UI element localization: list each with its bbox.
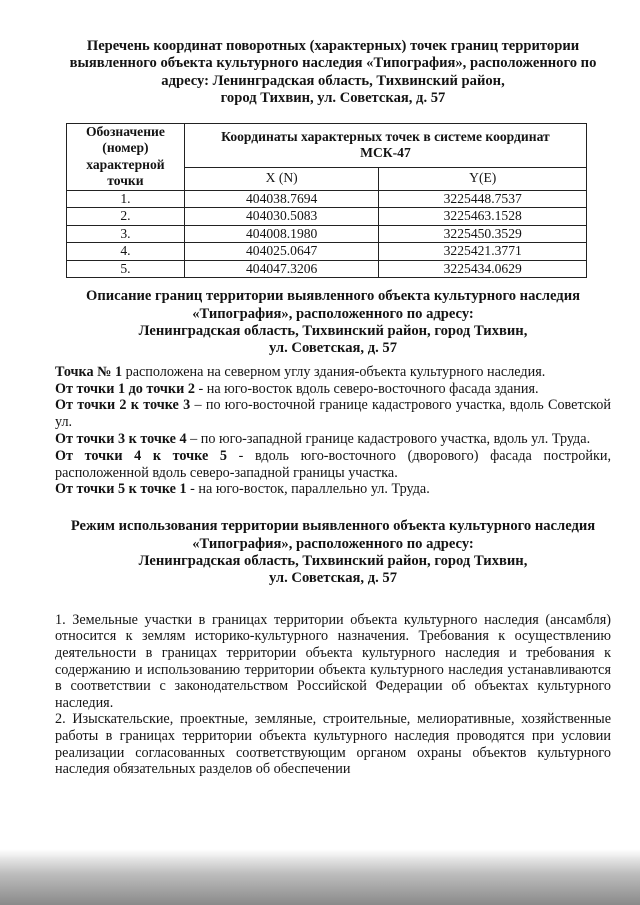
table-row — [67, 225, 587, 243]
header-line: характерной — [86, 156, 165, 172]
table-row — [67, 208, 587, 226]
list-item: 2. Изыскательские, проектные, земляные, строительные, мелиоративные, хозяйственные работы в границах территории объекта культурного наследия проводятся при условии реализации согласованных соответствующим органом охраны объектов культурного наследия обязательных разделов об обеспечении — [55, 711, 611, 778]
x-coordinate-cell: 404038.7694 — [184, 190, 379, 208]
x-coordinate-cell: 404025.0647 — [184, 243, 379, 261]
heading-line: адресу: Ленинградская область, Тихвинский район, — [161, 72, 505, 89]
item-label: От точки 3 к точке 4 — [55, 430, 187, 447]
header-line: точки — [107, 173, 144, 189]
header-line: Координаты характерных точек в системе координат — [221, 128, 550, 144]
header-line: Обозначение — [85, 123, 165, 139]
heading-line: город Тихвин, ул. Советская, д. 57 — [220, 90, 446, 107]
item-label: От точки 1 до точки 2 — [55, 380, 195, 397]
heading-line: Режим использования территории выявленного объекта культурного наследия — [70, 518, 596, 535]
coordinates-heading — [55, 38, 611, 108]
item-text: - на юго-восток вдоль северо-восточного фасада здания. — [194, 380, 539, 397]
y-coordinate-cell: 3225450.3529 — [379, 225, 587, 243]
header-line: МСК-47 — [360, 145, 411, 161]
table-row — [67, 243, 587, 261]
list-item — [55, 381, 611, 398]
x-coordinate-cell: 404008.1980 — [184, 225, 379, 243]
item-label: От точки 2 к точке 3 — [55, 397, 191, 414]
scan-bottom-border — [0, 857, 640, 905]
heading-line: ул. Советская, д. 57 — [268, 570, 398, 587]
y-coordinate-cell: 3225463.1528 — [379, 208, 587, 226]
list-item — [55, 448, 611, 482]
list-item — [55, 481, 611, 498]
item-label: От точки 4 к точке 5 — [55, 447, 228, 464]
heading-line: ул. Советская, д. 57 — [268, 340, 398, 357]
x-coordinate-cell: 404030.5083 — [184, 208, 379, 226]
x-coordinate-cell: 404047.3206 — [184, 260, 379, 278]
usage-regime-heading — [55, 518, 611, 588]
list-item — [55, 397, 611, 431]
heading-line: Ленинградская область, Тихвинский район, город Тихвин, — [138, 552, 528, 569]
point-number-cell: 1. — [67, 190, 185, 208]
point-number-cell: 3. — [67, 225, 185, 243]
heading-line: Описание границ территории выявленного объекта культурного наследия — [85, 288, 580, 305]
list-item — [55, 431, 611, 448]
table-row — [67, 260, 587, 278]
point-number-cell: 5. — [67, 260, 185, 278]
header-line: (номер) — [102, 140, 149, 156]
document-page — [55, 38, 611, 778]
list-item: 1. Земельные участки в границах территории объекта культурного наследия (ансамбля) относится к землям историко-культурного назначения. Требования к осуществлению деятельности в границах территории объекта культурного наследия и требования к содержанию и использованию территории объекта культурного наследия устанавливаются в соответствии с законодательством Российской Федерации об объектах культурного наследия. — [55, 611, 611, 711]
list-item — [55, 364, 611, 381]
table-row — [67, 190, 587, 208]
heading-line: Перечень координат поворотных (характерных) точек границ территории — [86, 38, 580, 54]
x-column-header: X (N) — [184, 167, 379, 190]
coordinates-header — [184, 123, 586, 167]
item-text: – по юго-восточной границе кадастрового участка, вдоль Советской ул. — [55, 397, 611, 431]
item-text: - вдоль юго-восточного (дворового) фасада постройки, расположенной вдоль северо-западной границы участка. — [55, 447, 611, 481]
item-label: От точки 5 к точке 1 — [55, 481, 187, 498]
point-number-cell: 2. — [67, 208, 185, 226]
boundary-description — [55, 364, 611, 498]
usage-regime-list — [55, 612, 611, 778]
heading-line: Ленинградская область, Тихвинский район, город Тихвин, — [138, 322, 528, 339]
item-label: Точка № 1 — [55, 363, 123, 380]
heading-line: «Типография», расположенного по адресу: — [192, 305, 474, 322]
y-coordinate-cell: 3225421.3771 — [379, 243, 587, 261]
item-text: – по юго-западной границе кадастрового участка, вдоль ул. Труда. — [186, 430, 591, 447]
boundary-description-heading — [55, 288, 611, 358]
heading-line: выявленного объекта культурного наследия «Типография», расположенного по — [69, 55, 597, 72]
item-text: расположена на северном углу здания-объекта культурного наследия. — [122, 363, 546, 380]
coordinates-table — [66, 123, 587, 279]
y-coordinate-cell: 3225448.7537 — [379, 190, 587, 208]
point-number-header — [67, 123, 185, 190]
y-coordinate-cell: 3225434.0629 — [379, 260, 587, 278]
heading-line: «Типография», расположенного по адресу: — [192, 535, 474, 552]
scan-edge-shadow — [0, 849, 640, 857]
point-number-cell: 4. — [67, 243, 185, 261]
item-text: - на юго-восток, параллельно ул. Труда. — [186, 481, 430, 498]
y-column-header: Y(E) — [379, 167, 587, 190]
